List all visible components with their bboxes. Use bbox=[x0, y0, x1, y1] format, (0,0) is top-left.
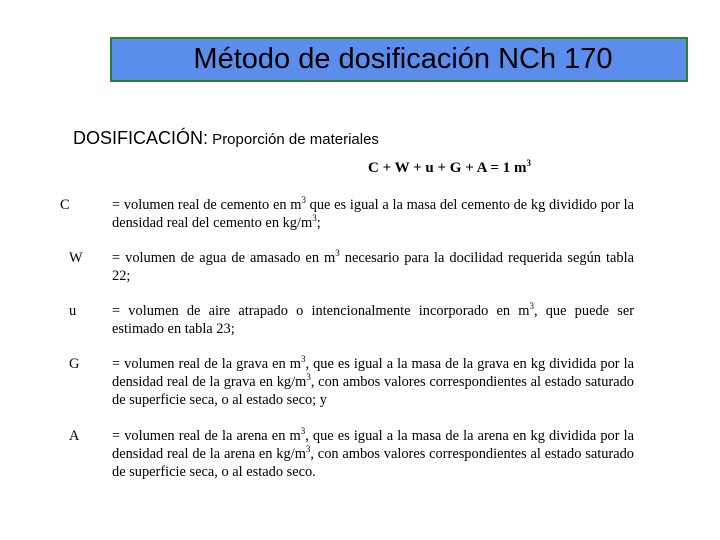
subtitle-rest: Proporción de materiales bbox=[208, 131, 379, 148]
definition-symbol: W bbox=[69, 250, 83, 266]
dosage-formula bbox=[368, 160, 531, 177]
subtitle-lead: DOSIFICACIÓN: bbox=[73, 128, 209, 148]
definition-symbol: G bbox=[69, 356, 80, 372]
definition-text: = volumen real de cemento en $m^3$ que es igual a la masa del cemento de kg dividido por la densidad real del cemento en $kg/m^3$; bbox=[112, 195, 634, 231]
formula-exponent: 3 bbox=[526, 158, 531, 168]
definition-text: = volumen de agua de amasado en $m^3$ necesario para la docilidad requerida según tabla 22; bbox=[112, 248, 634, 284]
definition-text: = volumen de aire atrapado o intencionalmente incorporado en $m^3$, que puede ser estimado en tabla 23; bbox=[112, 301, 635, 337]
page-title: Método de dosificación NCh 170 bbox=[193, 43, 613, 75]
definition-symbol: C bbox=[60, 197, 70, 213]
formula-text: C + W + u + G + A = 1 m bbox=[368, 160, 527, 176]
definition-symbol: A bbox=[69, 428, 80, 444]
definition-text: = volumen real de la grava en $m^3$, que es igual a la masa de la grava en kg dividida por la densidad real de la grava en $kg/m^3$, con ambos valores correspondientes al estado saturado de superficie seca, o al estado seco; y bbox=[112, 354, 634, 408]
section-subtitle bbox=[73, 128, 379, 149]
definition-text: = volumen real de la arena en $m^3$, que es igual a la masa de la arena en kg dividida por la densidad real de la arena en $kg/m^3$, con ambos valores correspondientes al estado saturado de superficie seca, o al estado seco. bbox=[112, 426, 634, 480]
title-banner bbox=[110, 37, 688, 82]
definition-symbol: u bbox=[69, 303, 77, 319]
